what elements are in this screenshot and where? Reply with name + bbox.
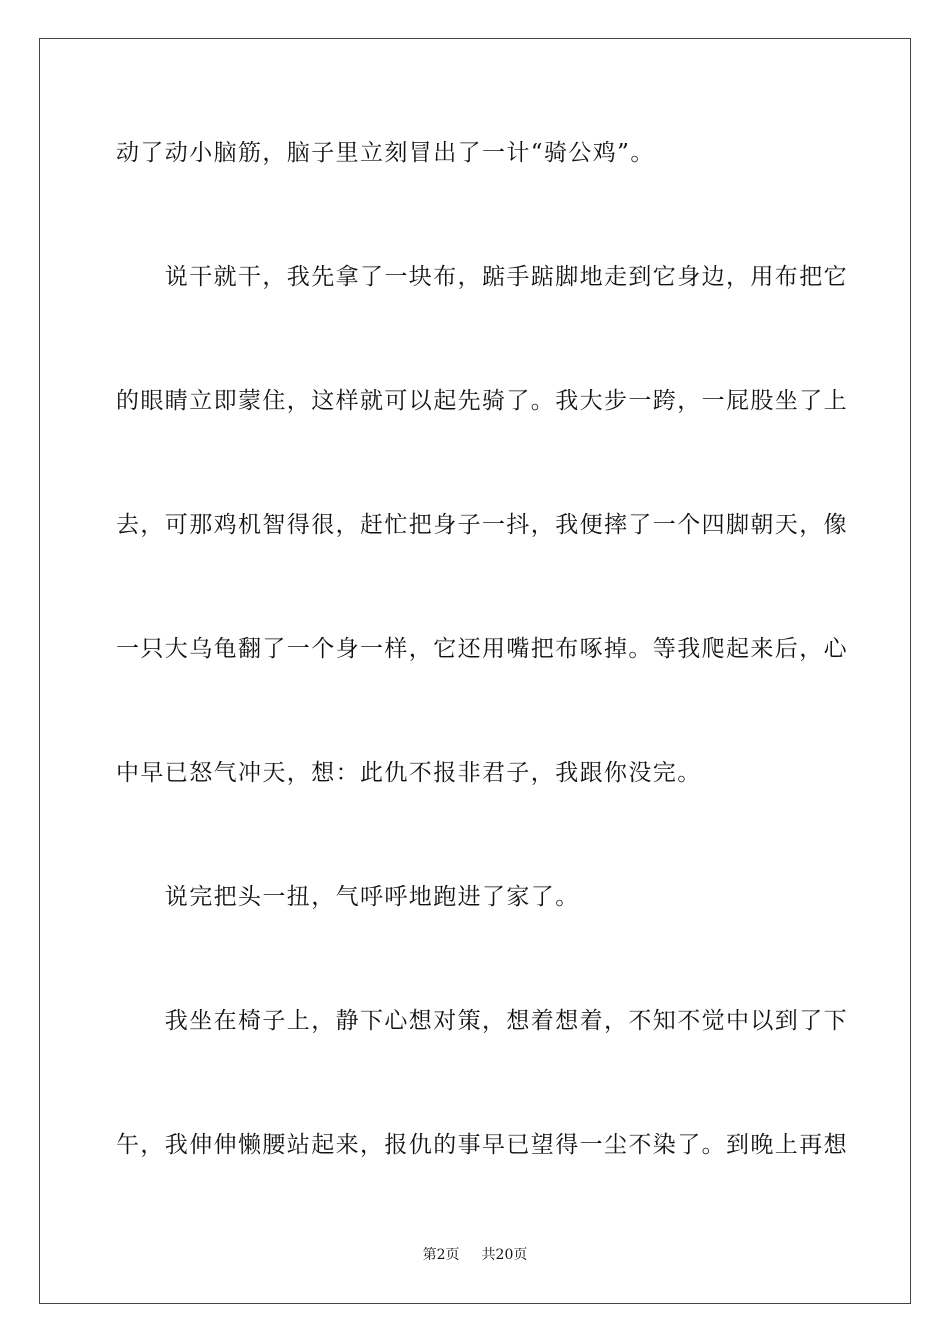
text-line: 午，我伸伸懒腰站起来，报仇的事早已望得一尘不染了。到晚上再想 [116, 1132, 848, 1158]
text-line: 动了动小脑筋，脑子里立刻冒出了一计“骑公鸡”。 [116, 140, 655, 166]
page-border [39, 38, 911, 1304]
text-line: 去，可那鸡机智得很，赶忙把身子一抖，我便摔了一个四脚朝天，像 [116, 512, 848, 538]
text-line: 我坐在椅子上，静下心想对策，想着想着，不知不觉中以到了下 [116, 1008, 848, 1034]
text-line: 一只大乌龟翻了一个身一样，它还用嘴把布啄掉。等我爬起来后，心 [116, 636, 848, 662]
text-line: 说完把头一扭，气呼呼地跑进了家了。 [116, 884, 580, 910]
page-total: 共20页 [481, 1247, 528, 1263]
text-line: 的眼睛立即蒙住，这样就可以起先骑了。我大步一跨，一屁股坐了上 [116, 388, 848, 414]
page-footer [0, 1246, 950, 1264]
text-line: 中早已怒气冲天，想：此仇不报非君子，我跟你没完。 [116, 760, 702, 786]
text-line: 说干就干，我先拿了一块布，踮手踮脚地走到它身边，用布把它 [116, 264, 848, 290]
page-number: 第2页 [422, 1247, 460, 1263]
